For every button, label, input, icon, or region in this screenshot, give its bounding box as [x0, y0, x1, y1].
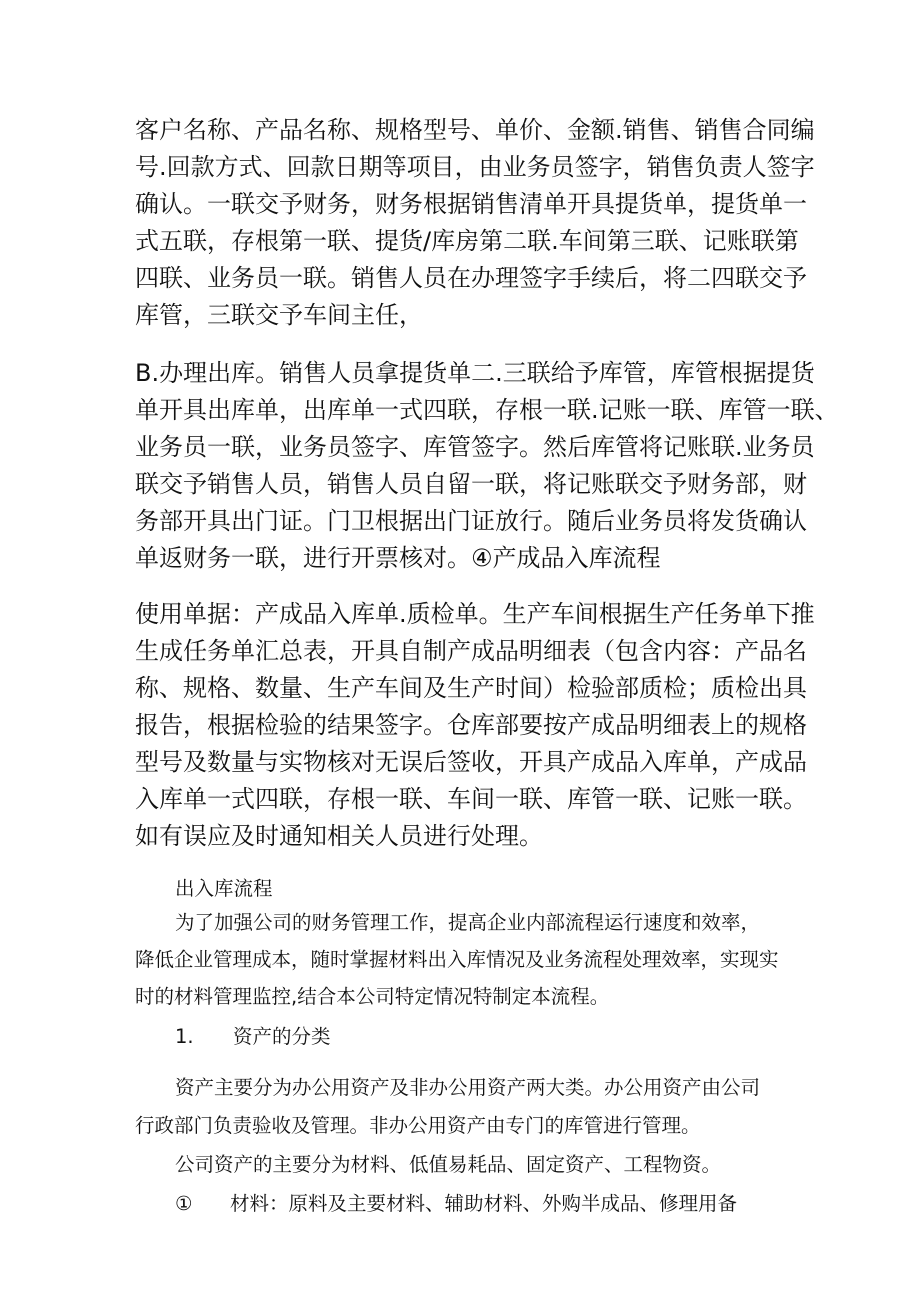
list-item-materials: [135, 1185, 805, 1223]
text-line: 行政部门负责验收及管理。非办公用资产由专门的库管进行管理。: [135, 1114, 701, 1137]
text-line: 使用单据：产成品入库单.质检单。生产车间根据生产任务单下推: [135, 600, 815, 628]
text-line: 号.回款方式、回款日期等项目，由业务员签字，销售负责人签字: [135, 153, 815, 181]
text-line: 确认。一联交予财务，财务根据销售清单开具提货单，提货单一: [135, 190, 807, 218]
text-line: 为了加强公司的财务管理工作，提高企业内部流程运行速度和效率，: [175, 911, 761, 934]
text-line: 称、规格、数量、生产车间及生产时间）检验部质检；质检出具: [135, 674, 807, 702]
text-line: 公司资产的主要分为材料、低值易耗品、固定资产、工程物资。: [175, 1153, 722, 1176]
list-item-text: 材料：原料及主要材料、辅助材料、外购半成品、修理用备: [230, 1192, 738, 1215]
section-title-text: 出入库流程: [175, 877, 273, 900]
text-line: 务部开具出门证。门卫根据出门证放行。随后业务员将发货确认: [135, 507, 807, 535]
text-line: 库管，三联交予车间主任，: [135, 301, 423, 329]
heading-title: 资产的分类: [233, 1025, 331, 1048]
text-line: 业务员一联，业务员签字、库管签字。然后库管将记账联.业务员: [135, 433, 815, 461]
text-line: 资产主要分为办公用资产及非办公用资产两大类。办公用资产由公司: [175, 1076, 761, 1099]
text-line: 单开具出库单，出库单一式四联，存根一联.记账一联、库管一联、: [135, 396, 839, 424]
text-line: 如有误应及时通知相关人员进行处理。: [135, 822, 543, 850]
list-marker: ①: [175, 1192, 193, 1215]
text-line: 生成任务单汇总表，开具自制产成品明细表（包含内容：产品名: [135, 637, 807, 665]
text-line: 联交予销售人员，销售人员自留一联，将记账联交予财务部，财: [135, 470, 807, 498]
heading-number: 1.: [175, 1025, 194, 1048]
text-line: B.办理出库。销售人员拿提货单二.三联给予库管，库管根据提货: [135, 359, 815, 387]
paragraph-assets-types: [135, 1069, 805, 1145]
paragraph-assets-categories: [135, 1146, 805, 1184]
paragraph-sales-list: [135, 112, 815, 334]
text-line: 时的材料管理监控,结合本公司特定情况特制定本流程。: [135, 985, 610, 1008]
paragraph-intro: [135, 904, 805, 1015]
text-line: 单返财务一联，进行开票核对。④产成品入库流程: [135, 544, 661, 572]
text-line: 降低企业管理成本，随时掌握材料出入库情况及业务流程处理效率，实现实: [135, 948, 779, 971]
text-line: 型号及数量与实物核对无误后签收，开具产成品入库单，产成品: [135, 748, 807, 776]
paragraph-finished-goods: [135, 596, 815, 855]
text-line: 四联、业务员一联。销售人员在办理签字手续后，将二四联交予: [135, 264, 807, 292]
paragraph-outbound: [135, 355, 839, 577]
text-line: 客户名称、产品名称、规格型号、单价、金额.销售、销售合同编: [135, 116, 815, 144]
heading-asset-classification: [135, 1020, 805, 1054]
text-line: 式五联，存根第一联、提货/库房第二联.车间第三联、记账联第: [135, 227, 799, 255]
text-line: 入库单一式四联，存根一联、车间一联、库管一联、记账一联。: [135, 785, 807, 813]
text-line: 报告，根据检验的结果签字。仓库部要按产成品明细表上的规格: [135, 711, 807, 739]
section-title: [135, 874, 805, 904]
